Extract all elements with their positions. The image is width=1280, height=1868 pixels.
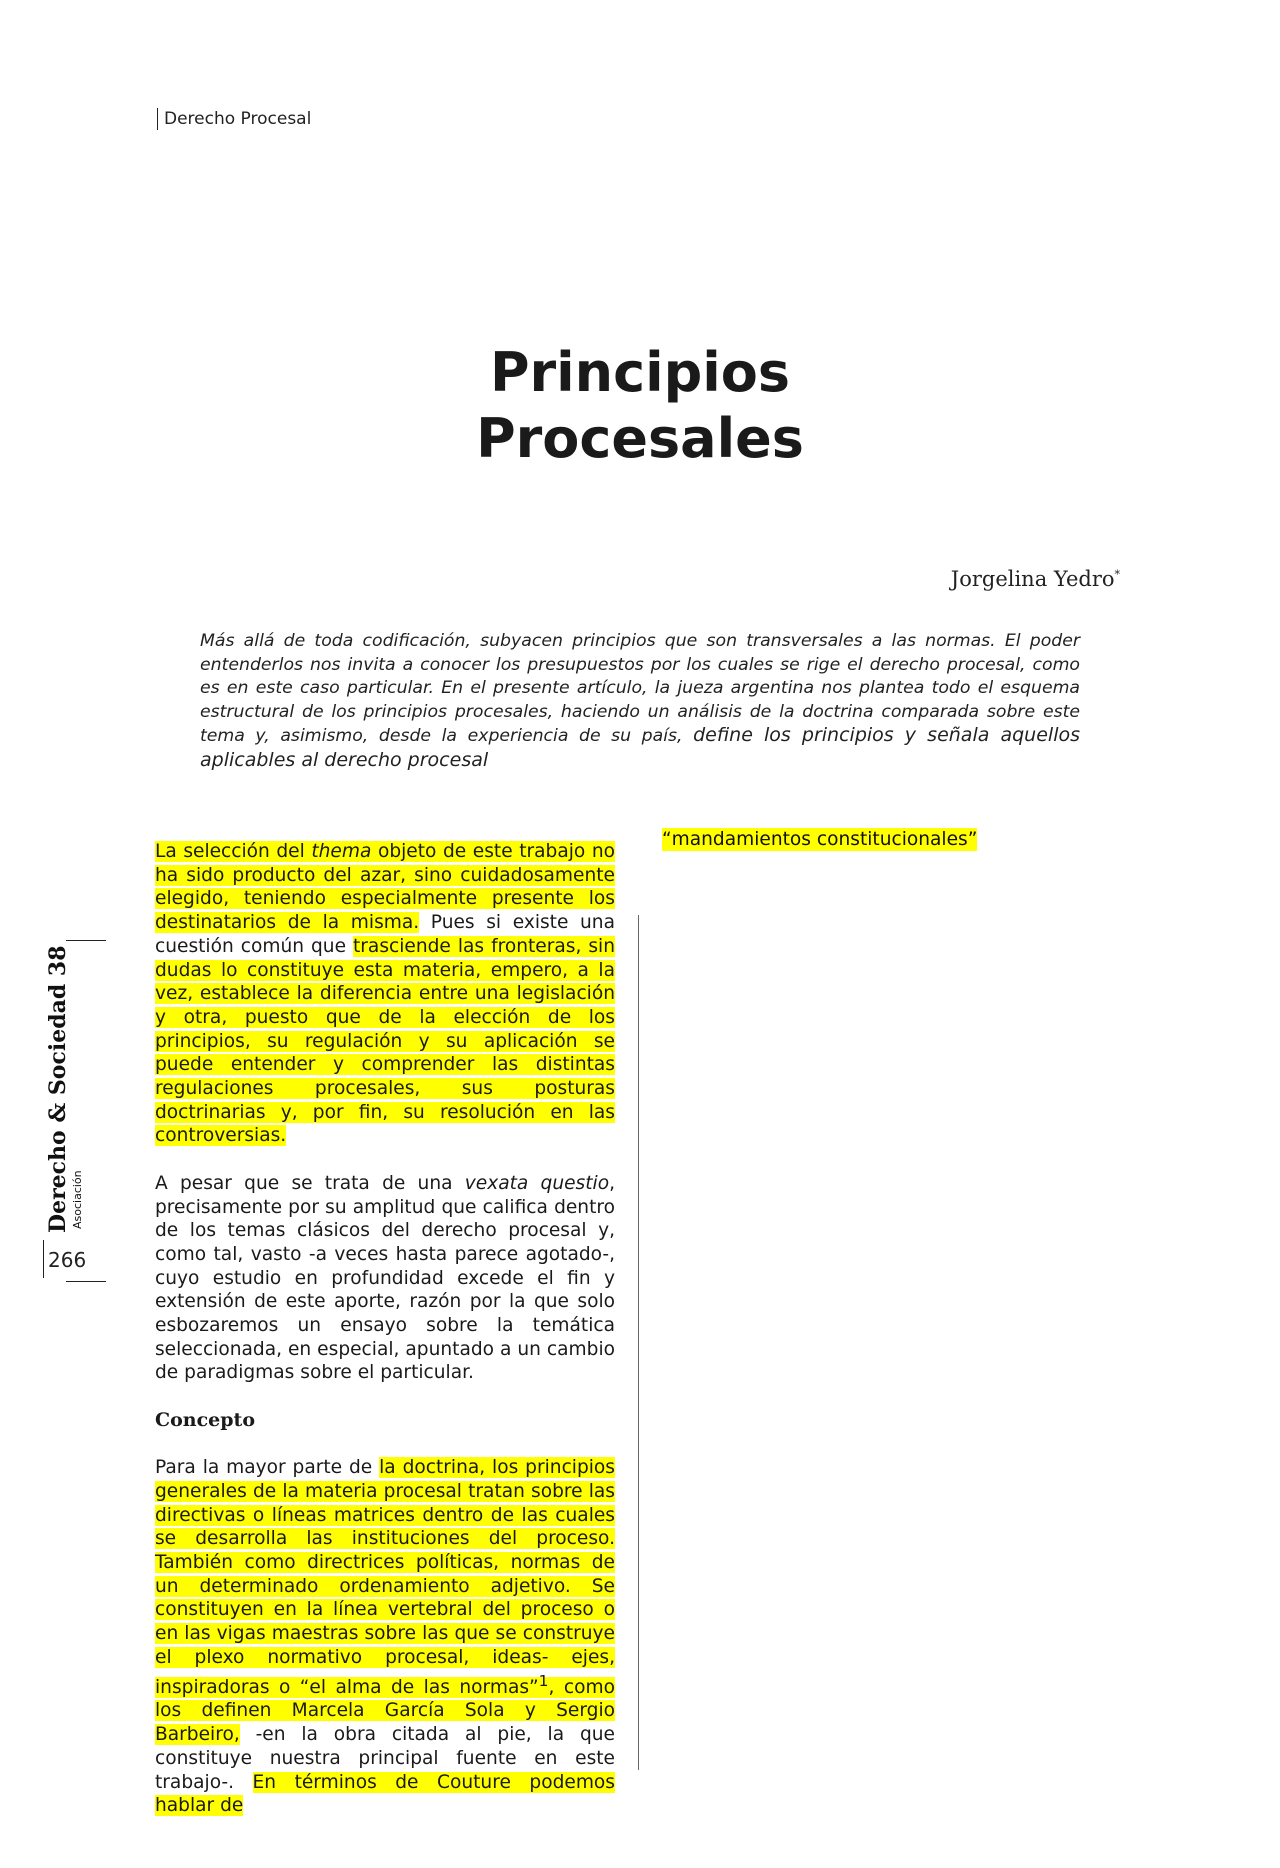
article-title: [0, 340, 1280, 472]
journal-sidebar-text: [45, 945, 84, 1233]
journal-association: Asociación: [71, 1170, 84, 1229]
p2-text-a: A pesar que se trata de una: [155, 1172, 465, 1194]
p3-text-b: la doctrina, los principios generales de la materia procesal tratan sobre las directivas o líneas matrices dentro de las cuales se desarrolla las instituciones del proceso. También como directrices políticas, normas de un determinado ordenamiento adjetivo. Se constituyen en la línea vertebral del proceso o en las vigas maestras sobre las que se construye el plexo normativo procesal, ideas- ejes, inspiradoras o “el alma de las normas”: [155, 1457, 615, 1698]
footnote-ref-1[interactable]: 1: [538, 1671, 549, 1690]
section-heading-concepto: Concepto: [155, 1408, 256, 1431]
highlight-2: trasciende las fronteras, sin dudas lo constituye esta materia, empero, a la vez, establece la diferencia entre una legislación y otra, puesto que de la elección de los principios, su regulación y su aplicación se puede entender y comprender las distintas regulaciones procesales, sus posturas doctrinarias y, por fin, su resolución en las controversias.: [155, 935, 615, 1147]
author-footnote-mark[interactable]: *: [1114, 568, 1120, 581]
abstract-part-1: Más allá de toda codificación, subyacen principios que son transversales a las normas. El poder entenderlos nos invita a conocer los presupuestos por los cuales se rige el derecho procesal, como es en este caso particular. En el presente artículo, la jueza argentina nos plantea todo el esquema estructural de los principios procesales, haciendo un análisis de la doctrina comparada sobre este tema y, asimismo, desde la experiencia de su país,: [200, 631, 1080, 747]
journal-name: Derecho & Sociedad 38: [45, 945, 71, 1233]
p2-emphasis: vexata questio: [464, 1172, 610, 1194]
author-name: [951, 567, 1120, 591]
paragraph-vexata: [155, 1172, 615, 1385]
p1-text-a: La selección del: [155, 841, 312, 862]
title-line-1: Principios: [489, 341, 791, 404]
left-column: [155, 840, 615, 1818]
abstract-part-2: define los principios y señala aquellos aplicables al derecho procesal: [200, 724, 1080, 771]
abstract: [200, 630, 1080, 774]
p3-text-d: -en la obra citada al pie, la que constituye nuestra principal fuente en este trabajo-.: [155, 1724, 615, 1793]
highlight-3: [155, 1457, 615, 1745]
column-divider: [638, 915, 639, 1770]
p1-text-b: objeto de este trabajo no ha sido producto del azar, sino cuidadosamente elegido, teniendo especialmente presente los destinatarios de la misma.: [155, 841, 615, 934]
page-number: 266: [48, 1248, 87, 1272]
sidebar-rule-bottom: [66, 1281, 106, 1282]
right-column-quote: “mandamientos constitucionales”: [662, 829, 978, 850]
title-line-2: Procesales: [476, 407, 804, 470]
paragraph-intro: [155, 840, 615, 1148]
author-name-text: Jorgelina Yedro: [950, 567, 1115, 591]
p2-text-b: , precisamente por su amplitud que califica dentro de los temas clásicos del derecho procesal y, como tal, vasto -a veces hasta parece agotado-, cuyo estudio en profundidad excede el fin y extensión de este aporte, razón por la que solo esbozaremos un ensayo sobre la temática seleccionada, en especial, apuntado a un cambio de paradigmas sobre el particular.: [155, 1172, 616, 1384]
p3-text-c: , como los definen Marcela García Sola y Sergio Barbeiro,: [155, 1676, 615, 1746]
p1-emphasis: thema: [311, 841, 372, 862]
p3-text-a: Para la mayor parte de: [155, 1457, 380, 1479]
p1-text-c: Pues si existe una cuestión común que: [155, 912, 615, 957]
running-header-section: Derecho Procesal: [157, 108, 311, 130]
paragraph-concepto: [155, 1456, 615, 1818]
journal-sidebar: [40, 940, 120, 1290]
sidebar-rule-vertical: [43, 1240, 44, 1278]
highlight-4: En términos de Couture podemos hablar de: [155, 1771, 615, 1817]
